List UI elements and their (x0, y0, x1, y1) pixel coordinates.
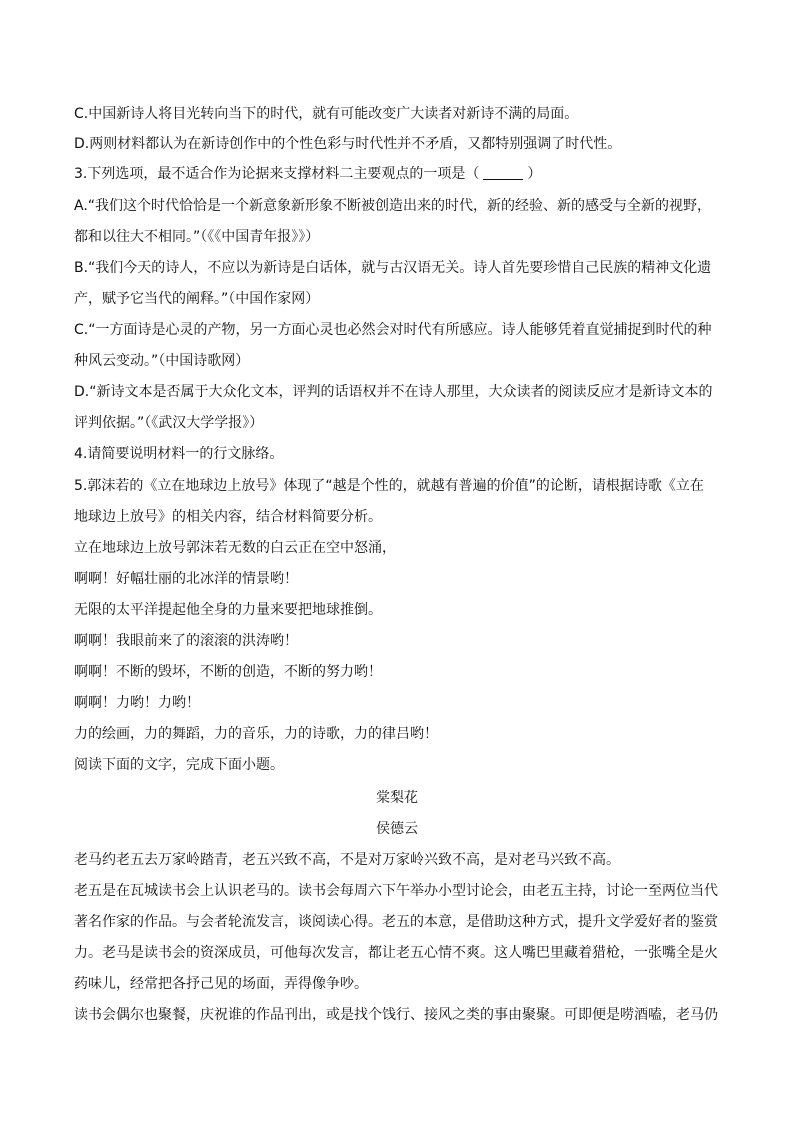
question-3-stem-close: ） (527, 166, 542, 182)
poem-line: 力的绘画，力的舞蹈，力的音乐，力的诗歌，力的律吕哟！ (74, 726, 438, 742)
story-paragraph-2-line3: 力。老马是读书会的资深成员，可他每次发言，都让老五心情不爽。这人嘴巴里藏着猎枪，一张嘴全是火 (74, 945, 718, 961)
option-a-line1: A.“我们这个时代恰恰是一个新意象新形象不断被创造出来的时代，新的经验、新的感受与全新的视野， (74, 198, 712, 214)
story-author: 侯德云 (376, 821, 418, 837)
question-5-line2: 地球边上放号》的相关内容，结合材料简要分析。 (74, 509, 382, 525)
answer-blank (483, 165, 523, 180)
option-b-line2: 产，赋予它当代的阐释。”（中国作家网） (74, 291, 320, 307)
option-d-line2: 评判依据。”（《武汉大学学报》） (74, 415, 264, 431)
poem-line: 啊啊！好幅壮丽的北冰洋的情景哟！ (74, 571, 298, 587)
option-b-line1: B.“我们今天的诗人，不应以为新诗是白话体，就与古汉语无关。诗人首先要珍惜自己民族的精神文化遗 (74, 260, 712, 276)
option-d-prev: D.两则材料都认为在新诗创作中的个性色彩与时代性并不矛盾，又都特别强调了时代性。 (74, 136, 622, 152)
poem-line: 啊啊！不断的毁坏，不断的创造，不断的努力哟！ (74, 664, 382, 680)
story-paragraph-2-line2: 著名作家的作品。与会者轮流发言，谈阅读心得。老五的本意，是借助这种方式，提升文学爱好者的鉴赏 (74, 914, 718, 930)
poem-line: 啊啊！力哟！力哟！ (74, 695, 200, 711)
story-paragraph-2-line4: 药味儿，经常把各抒己见的场面，弄得像争吵。 (74, 976, 368, 992)
option-d-line1: D.“新诗文本是否属于大众化文本，评判的话语权并不在诗人那里，大众读者的阅读反应才是新诗文本的 (74, 384, 713, 400)
option-a-line2: 都和以往大不相同。”（《《中国青年报》》） (74, 229, 320, 245)
question-3-stem-text: 3.下列选项，最不适合作为论据来支撑材料二主要观点的一项是（ (74, 166, 480, 182)
story-title: 棠梨花 (376, 790, 418, 806)
reading-instruction: 阅读下面的文字，完成下面小题。 (74, 757, 284, 773)
story-paragraph-2-line1: 老五是在瓦城读书会上认识老马的。读书会每周六下午举办小型讨论会，由老五主持，讨论一至两位当代 (74, 883, 718, 899)
option-c-prev: C.中国新诗人将目光转向当下的时代，就有可能改变广大读者对新诗不满的局面。 (74, 106, 579, 122)
story-paragraph-1: 老马约老五去万家岭踏青，老五兴致不高，不是对万家岭兴致不高，是对老马兴致不高。 (74, 852, 620, 868)
poem-line: 立在地球边上放号郭沫若无数的白云正在空中怒涌， (74, 540, 396, 556)
option-c-line1: C.“一方面诗是心灵的产物，另一方面心灵也必然会对时代有所感应。诗人能够凭着直觉捕捉到时代的种 (74, 322, 712, 338)
poem-line: 无限的太平洋提起他全身的力量来要把地球推倒。 (74, 602, 382, 618)
question-5-line1: 5.郭沫若的《立在地球边上放号》体现了“越是个性的，就越有普遍的价值”的论断，请根据诗歌《立在 (74, 478, 704, 494)
question-4: 4.请简要说明材料一的行文脉络。 (74, 446, 284, 462)
question-3-stem (74, 164, 724, 184)
poem-line: 啊啊！我眼前来了的滚滚的洪涛哟！ (74, 633, 298, 649)
option-c-line2: 种风云变动。”（中国诗歌网） (74, 353, 250, 369)
story-paragraph-3-line1: 读书会偶尔也聚餐，庆祝谁的作品刊出，或是找个饯行、接风之类的事由聚聚。可即便是唠酒嗑，老马仍 (74, 1007, 718, 1023)
